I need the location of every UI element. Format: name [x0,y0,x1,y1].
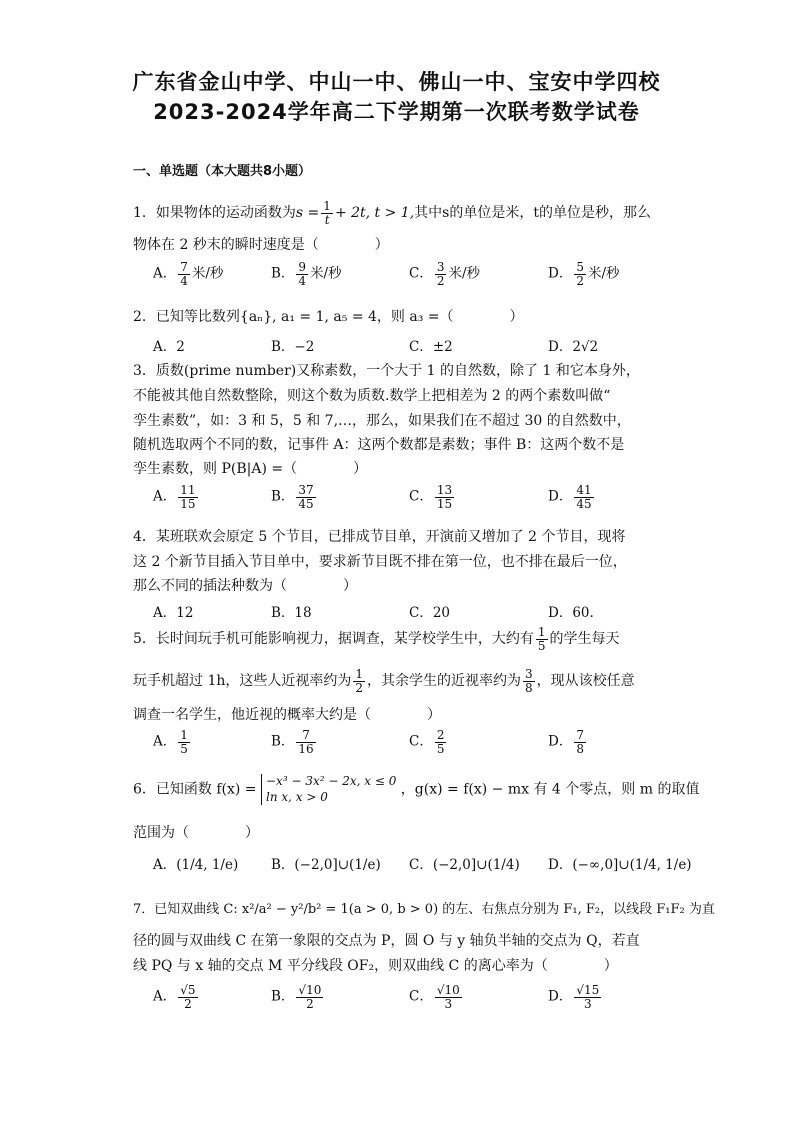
q5-option-d[interactable]: D． $\frac{7}{8}$ [548,728,584,756]
q7-line-3: 线 PQ 与 x 轴的交点 M 平分线段 OF₂，则双曲线 C 的离心率为（ ） [133,958,618,974]
q5-option-a[interactable]: A． $\frac{1}{5}$ [153,728,188,756]
q4-option-d[interactable]: D．60. [548,605,594,621]
q7-line-2: 径的圆与双曲线 C 在第一象限的交点为 P，圆 O 与 y 轴负半轴的交点为 Q，若直 [133,933,640,949]
q5-line-1: 5．长时间玩手机可能影响视力，据调查，某学校学生中，大约有 $\frac{1}{5}$ 的学生每天 [133,625,620,653]
q1-line-1: 1．如果物体的运动函数为s = $\frac{1}{t}$ + 2t, t > 1,其中s的单位是米，t的单位是秒，那么 [133,199,651,227]
q1-option-d[interactable]: D． $\frac{5}{2}$ 米/秒 [548,260,620,288]
q3-line-2: 不能被其他自然数整除，则这个数为质数.数学上把相差为 2 的两个素数叫做“ [133,388,611,404]
q6-option-c[interactable]: C．(−2,0]∪(1/4) [409,857,520,873]
q2-option-a[interactable]: A．2 [153,339,185,355]
q6-line-2: 范围为（ ） [133,825,259,841]
q3-line-1: 3．质数(prime number)又称素数，一个大于 1 的自然数，除了 1 和它本身外， [133,363,640,379]
q2-option-c[interactable]: C．±2 [409,339,453,355]
q7-line-1: 7．已知双曲线 C: x²/a² − y²/b² = 1(a > 0, b > 0) 的左、右焦点分别为 F₁, F₂，以线段 F₁F₂ 为直 [133,902,715,917]
q3-line-4: 随机选取两个不同的数，记事件 A：这两个数都是素数；事件 B：这两个数不是 [133,437,625,453]
section-heading: 一、单选题（本大题共8小题） [133,164,312,179]
q3-line-5: 孪生素数，则 P(B|A) =（ ） [133,461,368,477]
q6-case-2: ln x, x > 0 [266,789,328,804]
title-line-1: 广东省金山中学、中山一中、佛山一中、宝安中学四校 [132,70,661,94]
q2-option-b[interactable]: B．−2 [271,339,315,355]
title-line-2: 2023-2024学年高二下学期第一次联考数学试卷 [153,100,640,124]
q5-option-b[interactable]: B． $\frac{7}{16}$ [271,728,314,756]
q1-option-b[interactable]: B． $\frac{9}{4}$ 米/秒 [271,260,342,288]
q3-option-b[interactable]: B． $\frac{37}{45}$ [271,483,314,511]
q2-option-d[interactable]: D．2√2 [548,339,599,355]
q7-option-a[interactable]: A． $\frac{√5}{2}$ [153,983,196,1011]
q5-line-2: 玩手机超过 1h，这些人近视率约为 $\frac{1}{2}$ ，其余学生的近视率约为 $\frac{3}{8}$ ，现从该校任意 [133,667,635,695]
q2-line: 2．已知等比数列{aₙ}, a₁ = 1, a₅ = 4，则 a₃ =（ ） [133,309,524,325]
q6-case-1: −x³ − 3x² − 2x, x ≤ 0 [266,774,397,788]
q3-line-3: 孪生素数”，如：3 和 5，5 和 7,…，那么，如果我们在不超过 30 的自然数中， [133,413,631,429]
q3-option-a[interactable]: A． $\frac{11}{15}$ [153,483,196,511]
q7-option-b[interactable]: B． $\frac{√10}{2}$ [271,983,322,1011]
q4-line-1: 4．某班联欢会原定 5 个节目，已排成节目单，开演前又增加了 2 个节目，现将 [133,529,626,545]
q1-option-a[interactable]: A． $\frac{7}{4}$ 米/秒 [153,260,224,288]
q3-option-c[interactable]: C． $\frac{13}{15}$ [409,483,453,511]
q4-line-3: 那么不同的插法种数为（ ） [133,578,357,594]
q4-option-c[interactable]: C．20 [409,605,451,621]
q5-line-3: 调查一名学生，他近视的概率大约是（ ） [133,707,441,723]
q4-option-b[interactable]: B．18 [271,605,312,621]
q7-option-d[interactable]: D． $\frac{√15}{3}$ [548,983,600,1011]
q1-option-c[interactable]: C． $\frac{3}{2}$ 米/秒 [409,260,481,288]
q6-option-b[interactable]: B．(−2,0]∪(1/e) [271,857,381,873]
q5-option-c[interactable]: C． $\frac{2}{5}$ [409,728,445,756]
q4-option-a[interactable]: A．12 [153,605,194,621]
q3-option-d[interactable]: D． $\frac{41}{45}$ [548,483,592,511]
q6-option-a[interactable]: A．(1/4, 1/e) [153,857,239,873]
q6-option-d[interactable]: D．(−∞,0]∪(1/4, 1/e) [548,857,692,873]
q4-line-2: 这 2 个新节目插入节目单中，要求新节目既不排在第一位，也不排在最后一位， [133,554,627,570]
q6-line-1: 6．已知函数 f(x) = −x³ − 3x² − 2x, x ≤ 0 ln x, x > 0 ，g(x) = f(x) − mx 有 4 个零点，则 m 的取值 [133,774,700,804]
q7-option-c[interactable]: C． $\frac{√10}{3}$ [409,983,460,1011]
q1-line-2: 物体在 2 秒末的瞬时速度是（ ） [133,237,389,253]
